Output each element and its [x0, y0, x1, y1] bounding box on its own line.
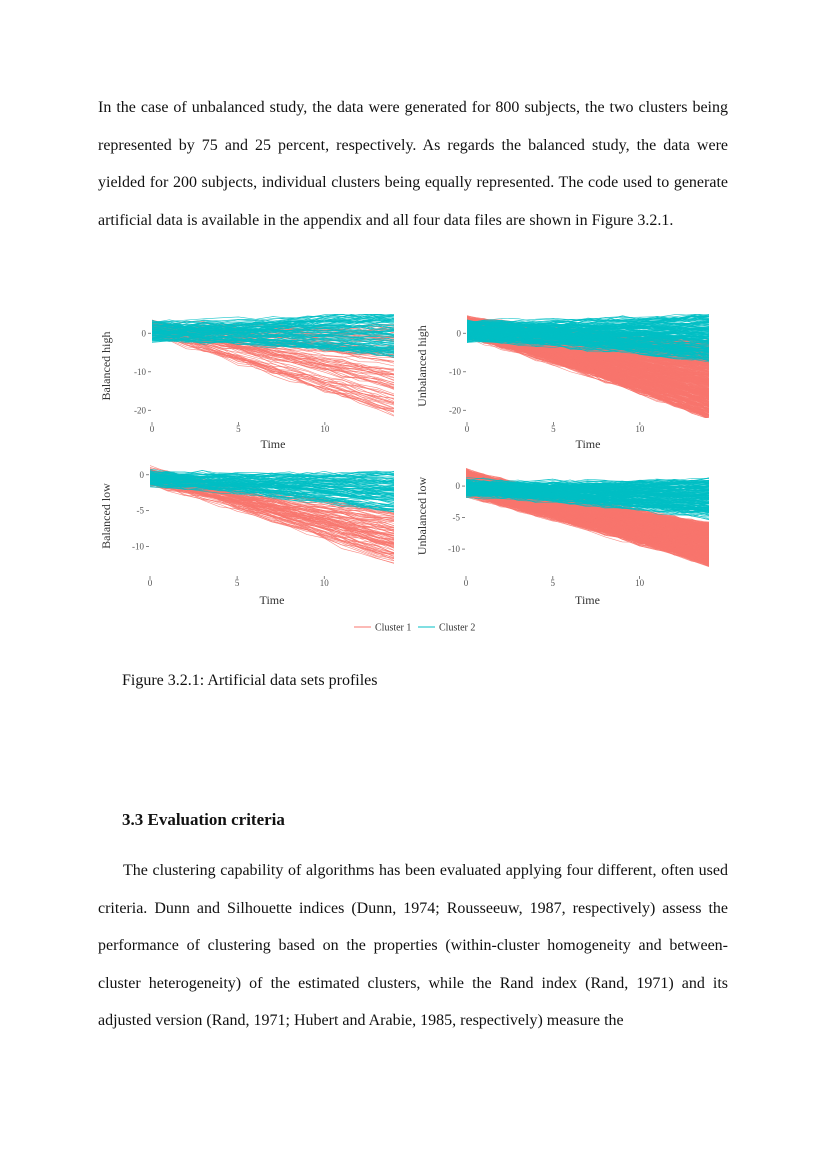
x-tick-label: 0	[464, 424, 470, 434]
legend-label-cluster-2: Cluster 2	[439, 622, 476, 634]
y-tick-label: -20	[449, 405, 461, 416]
y-tick-label: 0	[139, 469, 144, 480]
y-axis-label: Unbalanced high	[415, 325, 429, 407]
series-lines	[150, 466, 394, 564]
y-tick-label: 0	[141, 328, 146, 339]
y-tick-label: -5	[136, 505, 144, 516]
chart-panel-3	[99, 466, 394, 608]
y-axis-label: Balanced high	[99, 331, 113, 401]
x-tick-label: 5	[551, 424, 556, 434]
y-tick-label: -10	[134, 366, 146, 377]
y-tick-label: 0	[455, 481, 460, 492]
figure-caption: Figure 3.2.1: Artificial data sets profiles	[122, 672, 378, 689]
x-tick-label: 10	[320, 424, 330, 434]
x-tick-label: 10	[635, 578, 645, 588]
legend	[354, 623, 475, 634]
y-tick-label: -10	[448, 544, 460, 555]
x-tick-label: 10	[635, 424, 645, 434]
x-axis-label: Time	[259, 593, 285, 607]
figure-3-2-1	[96, 306, 716, 641]
y-tick-label: -20	[134, 405, 146, 416]
x-axis-label: Time	[575, 437, 601, 451]
x-tick-label: 10	[319, 578, 329, 588]
series-lines	[152, 310, 394, 417]
figure-panels	[99, 310, 709, 608]
y-tick-label: -10	[132, 541, 144, 552]
x-tick-label: 0	[149, 424, 155, 434]
y-axis-label: Balanced low	[99, 483, 113, 549]
x-axis-label: Time	[260, 437, 286, 451]
chart-panel-4	[415, 468, 709, 607]
chart-panel-1	[99, 310, 394, 452]
series-lines	[466, 468, 709, 566]
x-axis-label: Time	[575, 593, 600, 607]
x-tick-label: 5	[236, 424, 241, 434]
chart-panel-2	[415, 313, 709, 451]
x-tick-label: 5	[234, 578, 240, 588]
series-lines	[467, 313, 709, 420]
y-tick-label: -5	[452, 512, 460, 523]
y-tick-label: -10	[449, 366, 461, 377]
x-tick-label: 0	[463, 578, 469, 588]
evaluation-paragraph: The clustering capability of algorithms has been evaluated applying four different, often used criteria. Dunn and Silhouette indices (Dunn, 1974; Rousseeuw, 1987, respectively) assess the performance of clustering based on the properties (within-cluster homogeneity and between-cluster heterogeneity) of the estimated clusters, while the Rand index (Rand, 1971) and its adjusted version (Rand, 1971; Hubert and Arabie, 1985, respectively) measure the	[98, 862, 728, 1029]
intro-paragraph: In the case of unbalanced study, the data were generated for 800 subjects, the two clusters being represented by 75 and 25 percent, respectively. As regards the balanced study, the data were yielded for 200 subjects, individual clusters being equally represented. The code used to generate artificial data is available in the appendix and all four data files are shown in Figure 3.2.1.	[98, 99, 728, 229]
section-heading: 3.3 Evaluation criteria	[122, 810, 285, 829]
x-tick-label: 5	[550, 578, 556, 588]
x-tick-label: 0	[147, 578, 153, 588]
y-tick-label: 0	[456, 328, 461, 339]
legend-label-cluster-1: Cluster 1	[375, 622, 412, 634]
y-axis-label: Unbalanced low	[415, 476, 429, 556]
